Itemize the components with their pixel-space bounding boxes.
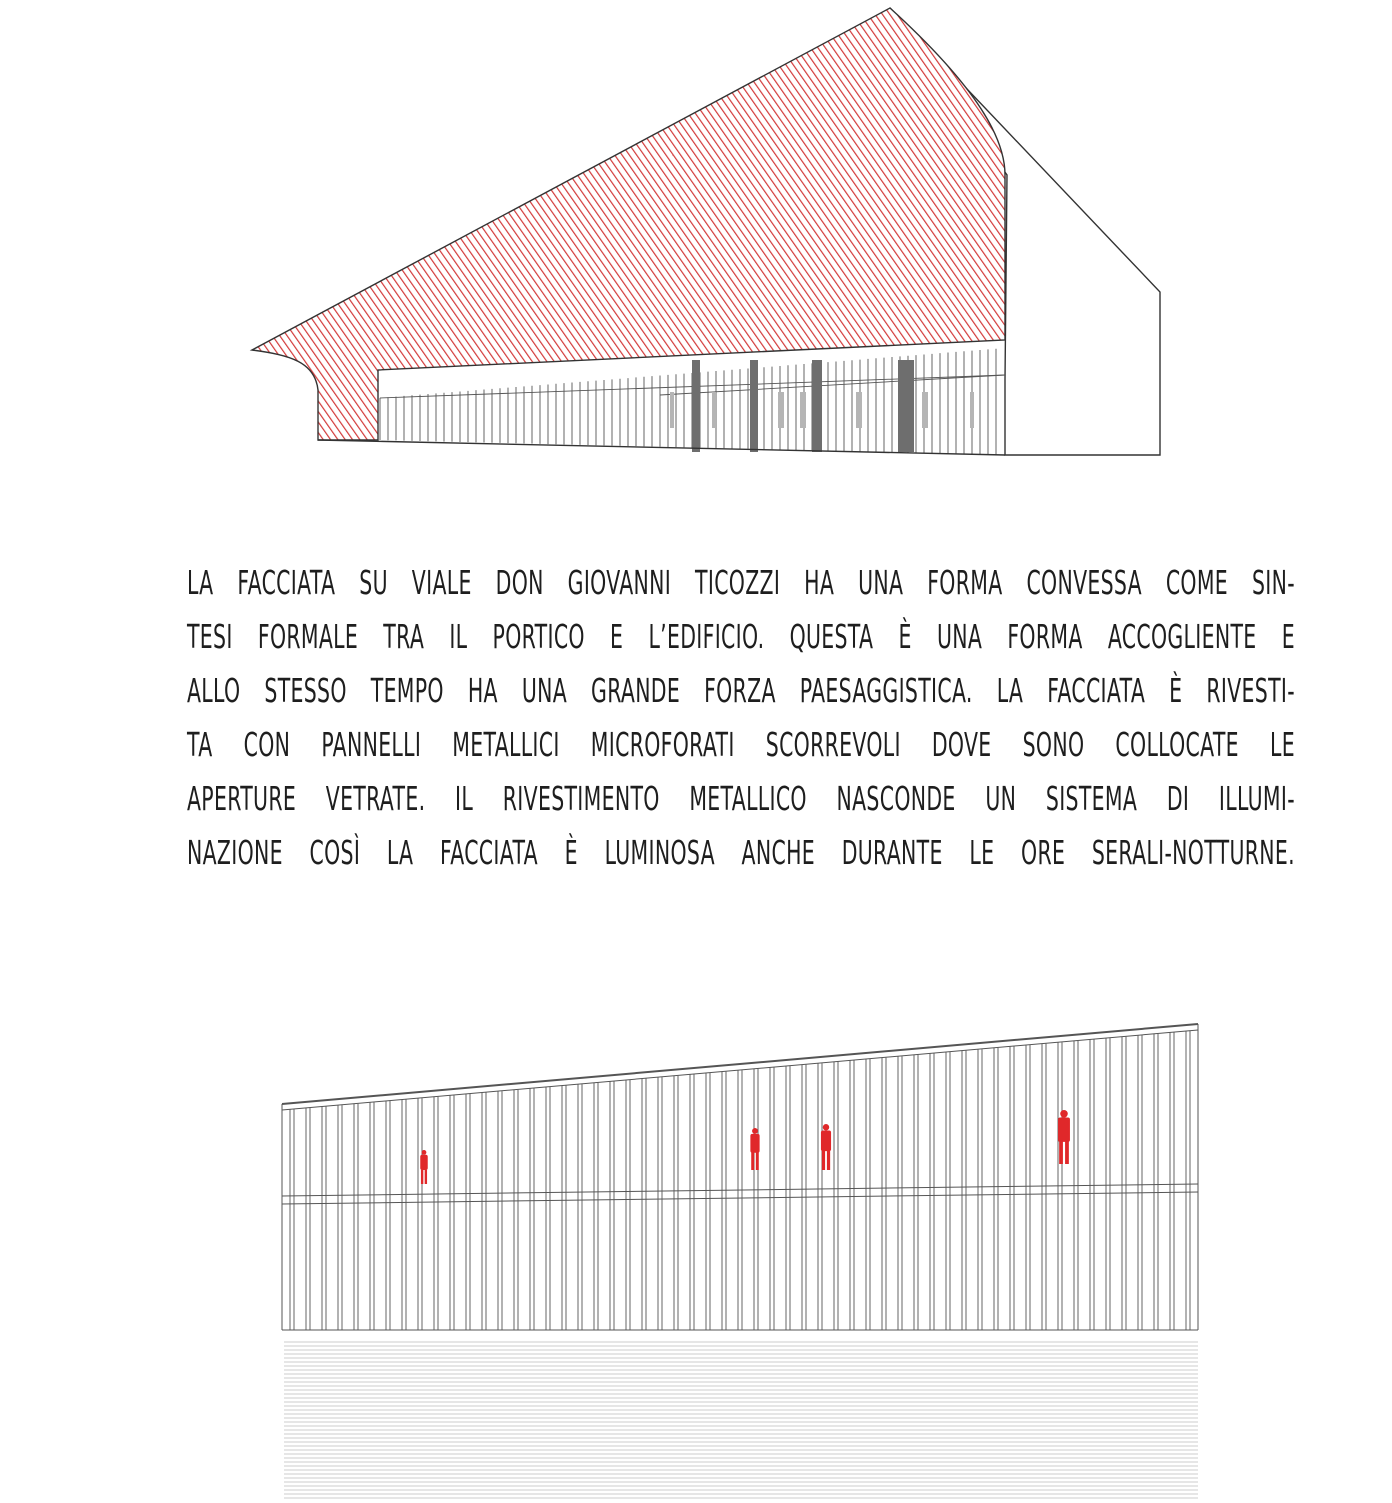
ground-hatch (284, 1342, 1198, 1498)
description-line: TA CON PANNELLI METALLICI MICROFORATI SCORREVOLI DOVE SONO COLLOCATE LE (187, 725, 1295, 764)
person-silhouette (420, 1150, 427, 1184)
people-silhouettes (420, 1110, 1166, 1503)
description-line: APERTURE VETRATE. IL RIVESTIMENTO METALLICO NASCONDE UN SISTEMA DI ILLUMI- (187, 779, 1295, 818)
description-line: LA FACCIATA SU VIALE DON GIOVANNI TICOZZI HA UNA FORMA CONVESSA COME SIN- (187, 563, 1295, 602)
description-line: TESI FORMALE TRA IL PORTICO E L’EDIFICIO. QUESTA È UNA FORMA ACCOGLIENTE E (187, 617, 1295, 656)
dark-panel (750, 360, 758, 452)
light-panel (970, 392, 974, 428)
building-perspective-drawing (0, 0, 1392, 470)
description-line: ALLO STESSO TEMPO HA UNA GRANDE FORZA PAESAGGISTICA. LA FACCIATA È RIVESTI- (187, 671, 1295, 710)
description-line: NAZIONE COSÌ LA FACCIATA È LUMINOSA ANCHE DURANTE LE ORE SERALI-NOTTURNE. (187, 833, 1295, 872)
glazing-transom (660, 375, 1005, 395)
light-panel (712, 392, 716, 428)
light-panel (670, 392, 674, 428)
dark-panel (692, 360, 700, 452)
light-panel (856, 392, 862, 428)
person-silhouette (821, 1124, 831, 1170)
facade-frame (282, 1024, 1198, 1330)
person-silhouette (1058, 1110, 1070, 1164)
light-panel (922, 392, 928, 428)
dark-panel (898, 360, 914, 452)
dark-panel (812, 360, 822, 452)
facade-elevation-drawing (0, 1010, 1392, 1503)
person-silhouette (750, 1128, 759, 1170)
project-description (187, 556, 1295, 880)
light-panel (778, 392, 784, 428)
light-panel (800, 392, 806, 428)
